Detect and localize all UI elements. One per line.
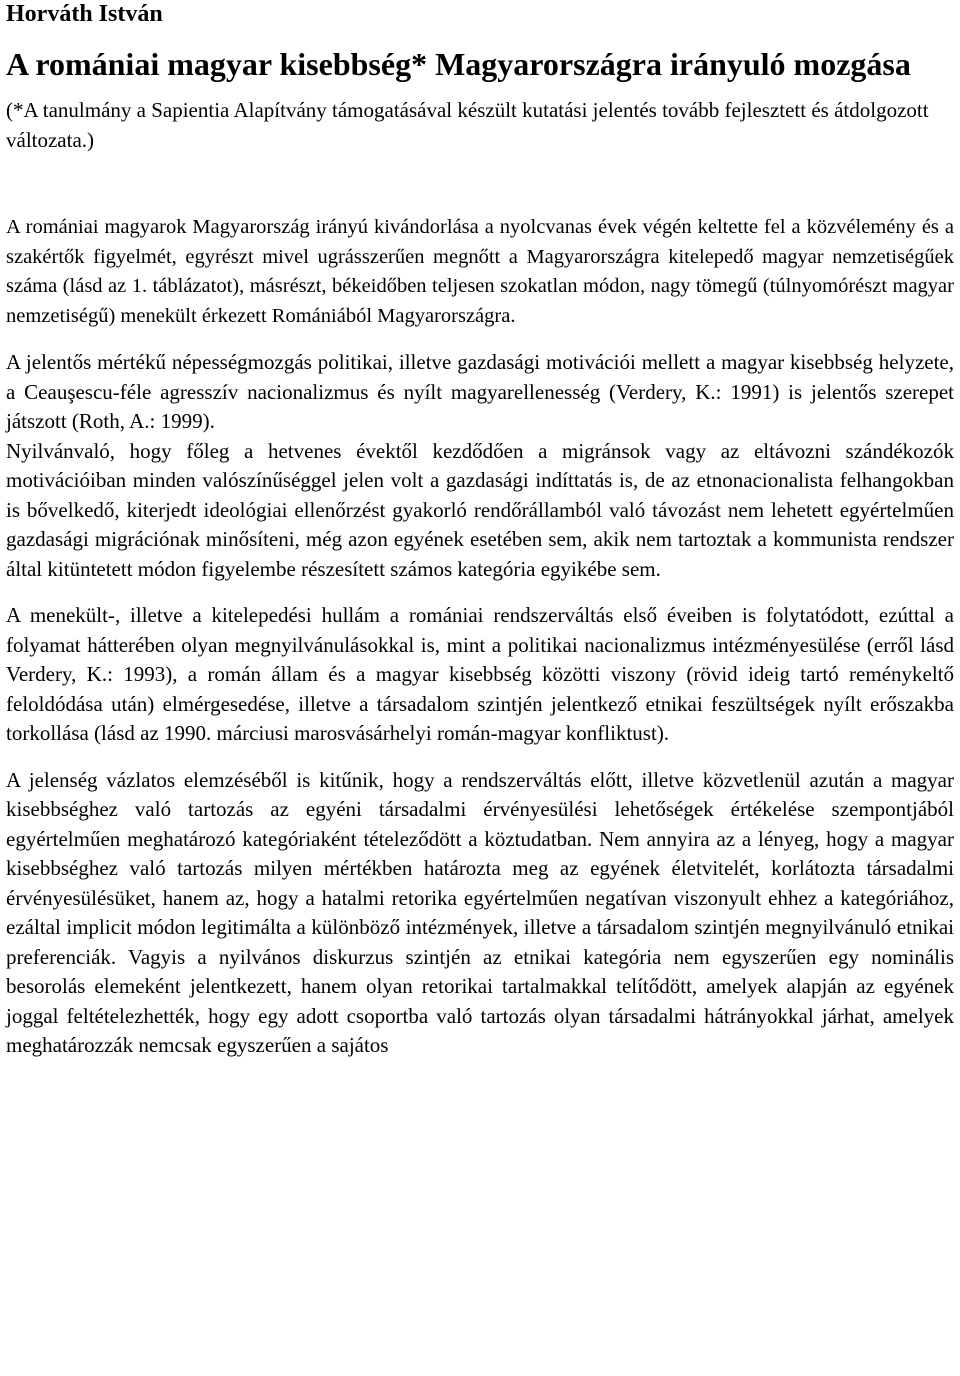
footnote-remark: (*A tanulmány a Sapientia Alapítvány támogatásával készült kutatási jelentés tovább fejlesztett és átdolgozott változata.) (6, 98, 929, 152)
paragraph-4: A menekült-, illetve a kitelepedési hullám a romániai rendszerváltás első éveiben is folytatódott, ezúttal a folyamat hátterében olyan megnyilvánulásokkal is, mint a politikai nacionalizmus intézményesülése (erről lásd Verdery, K.: 1993), a román állam és a magyar kisebbség közötti viszony (rövid ideig tartó reménykeltő feloldódása után) elmérgesedése, illetve a társadalom szintjén jelentkező etnikai feszültségek nyílt erőszakba torkollása (lásd az 1990. márciusi marosvásárhelyi román-magyar konfliktust). (6, 603, 954, 745)
document-title: A romániai magyar kisebbség* Magyarországra irányuló mozgása (6, 46, 911, 82)
author-name: Horváth István (6, 1, 163, 27)
paragraph-5: A jelenség vázlatos elemzéséből is kitűnik, hogy a rendszerváltás előtt, illetve közvetlenül azután a magyar kisebbséghez való tartozás az egyéni társadalmi érvényesülési lehetőségek értékelése szempontjából egyértelműen meghatározó kategóriaként tételeződött a köztudatban. Nem annyira az a lényeg, hogy a magyar kisebbséghez való tartozás milyen mértékben határozta meg az egyének életvitelét, korlátozta társadalmi érvényesülésüket, hanem az, hogy a hatalmi retorika egyértelműen negatívan viszonyult ehhez a kategóriához, ezáltal implicit módon legitimálta a különböző intézmények, illetve a társadalom szintjén megnyilvánuló etnikai preferenciák. Vagyis a nyilvános diskurzus szintjén az etnikai kategória nem egyszerűen egy nominális besorolás elemeként jelentkezett, hanem olyan retorikai tartalmakkal telítődött, amelyek alapján az egyének joggal feltételezhették, hogy egy adott csoportba való tartozás olyan társadalmi hátrányokkal járhat, amelyek meghatározzák nemcsak egyszerűen a sajátos (6, 767, 954, 1057)
paragraph-2: A jelentős mértékű népességmozgás politikai, illetve gazdasági motivációi mellett a magyar kisebbség helyzete, a Ceauşescu-féle agresszív nacionalizmus és nyílt magyarellenesség (Verdery, K.: 1991) is jelentős szerepet játszott (Roth, A.: 1999). (6, 350, 954, 433)
paragraph-3: Nyilvánvaló, hogy főleg a hetvenes évektől kezdődően a migránsok vagy az eltávozni szándékozók motivációiban minden valószínűséggel jelen volt a gazdasági indíttatás is, de az etnonacionalista felhangokban is bővelkedő, kiterjedt ideológiai ellenőrzést gyakorló rendőrállamból való távozást nem lehetett egyértelműen gazdasági migrációnak minősíteni, még azon egyének esetében sem, akik nem tartoztak a kommunista rendszer által kitüntetett módon figyelembe részesített számos kategória egyikébe sem. (6, 438, 954, 581)
document-page (6, 0, 954, 1061)
paragraph-1: A romániai magyarok Magyarország irányú kivándorlása a nyolcvanas évek végén keltette fel a közvélemény és a szakértők figyelmét, egyrészt mivel ugrásszerűen megnőtt a Magyarországra kitelepedő magyar nemzetiségűek száma (lásd az 1. táblázatot), másrészt, békeidőben teljesen szokatlan módon, nagy tömegű (túlnyomórészt magyar nemzetiségű) menekült érkezett Romániából Magyarországra. (6, 216, 954, 327)
